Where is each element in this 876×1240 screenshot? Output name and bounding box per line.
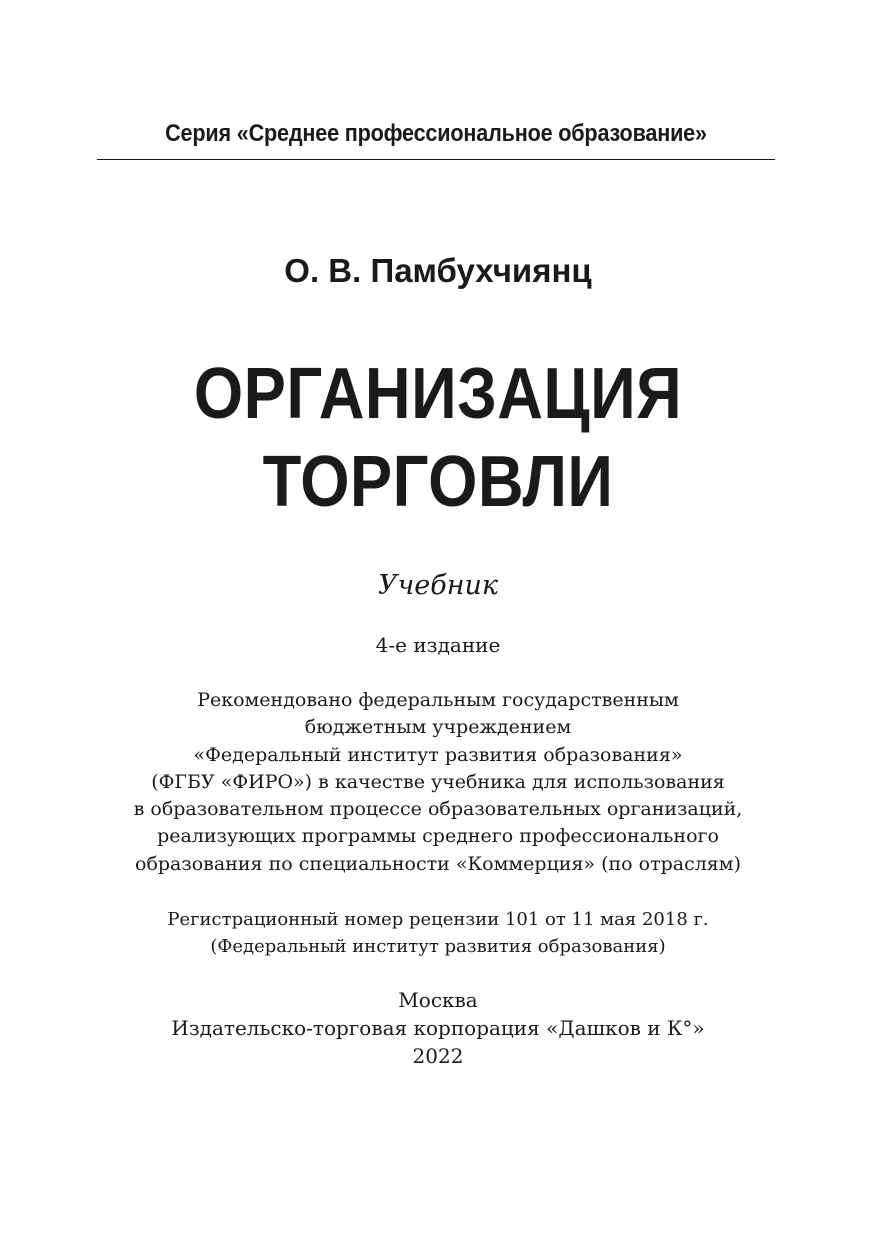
book-title-line-2: ТОРГОВЛИ <box>262 442 614 522</box>
registration-text <box>0 906 876 960</box>
registration-line: Регистрационный номер рецензии 101 от 11 мая 2018 г. <box>167 909 709 930</box>
registration-line: (Федеральный институт развития образования) <box>210 936 666 957</box>
recommendation-text <box>0 687 876 878</box>
series-divider <box>97 159 775 160</box>
book-type: Учебник <box>377 570 499 601</box>
recommendation-line: в образовательном процессе образовательных организаций, <box>133 798 743 821</box>
edition: 4-е издание <box>375 633 501 657</box>
recommendation-line: реализующих программы среднего профессионального <box>157 825 719 848</box>
recommendation-line: «Федеральный институт развития образования» <box>193 743 683 766</box>
series-title: Серия «Среднее профессиональное образование» <box>165 120 707 147</box>
book-title-line-1: ОРГАНИЗАЦИЯ <box>193 354 683 434</box>
author-name: О. В. Памбухчиянц <box>284 252 592 289</box>
imprint-year: 2022 <box>412 1044 464 1068</box>
recommendation-line: Рекомендовано федеральным государственным <box>197 689 679 711</box>
imprint-publisher: Издательско-торговая корпорация «Дашков и К°» <box>171 1016 705 1040</box>
recommendation-line: (ФГБУ «ФИРО») в качестве учебника для использования <box>151 770 725 793</box>
book-title <box>53 350 824 526</box>
imprint <box>0 986 876 1070</box>
imprint-city: Москва <box>398 988 478 1012</box>
recommendation-line: образования по специальности «Коммерция» (по отраслям) <box>135 852 741 875</box>
recommendation-line: бюджетным учреждением <box>304 716 572 739</box>
